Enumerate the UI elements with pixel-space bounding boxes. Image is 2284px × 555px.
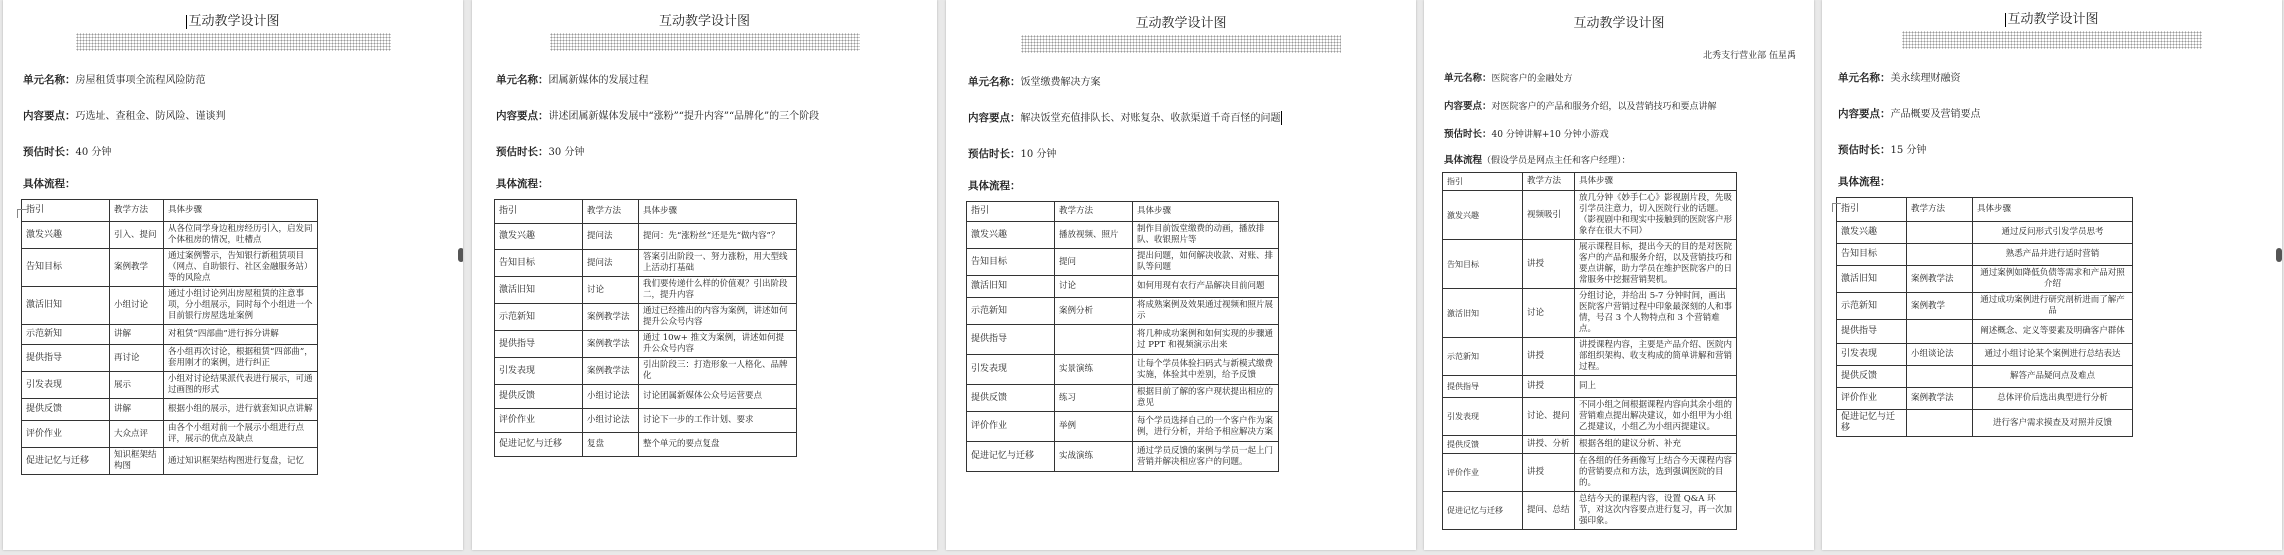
step-cell: 提供反馈 <box>495 385 583 409</box>
points-value: 解决饭堂充值排队长、对账复杂、收款渠道千奇百怪的问题 <box>1020 113 1281 124</box>
detail-cell: 通过 10w+ 推文为案例，讲述如何提升公众号内容 <box>639 331 797 358</box>
detail-cell: 阐述概念、定义等要素及明确客户群体 <box>1973 320 2133 344</box>
flow-table <box>1836 197 2133 437</box>
duration-label: 预估时长： <box>1838 144 1891 156</box>
method-cell <box>1907 222 1973 244</box>
page-title <box>1424 12 1814 31</box>
flow-label-text: 具体流程： <box>23 178 76 190</box>
duration-value: 30 分钟 <box>548 147 585 158</box>
points-row <box>496 107 937 123</box>
method-cell <box>1907 244 1973 266</box>
step-cell: 引发表现 <box>1837 344 1907 366</box>
unit-value: 房屋租赁事项全流程风险防范 <box>75 75 206 86</box>
table-header-cell: 具体步骤 <box>639 200 797 224</box>
method-cell: 引入、提问 <box>110 222 164 249</box>
method-cell: 小组谈论法 <box>1907 344 1973 366</box>
flow-note: （假设学员是网点主任和客户经理）： <box>1482 156 1631 166</box>
duration-row <box>1838 141 2282 157</box>
detail-cell: 通过成功案例进行研究剖析进而了解产品 <box>1973 293 2133 320</box>
step-cell: 激活旧知 <box>1443 289 1523 338</box>
detail-cell: 通过案例警示，告知银行新租赁项目（网点、自助银行、社区金融服务站）等的风险点 <box>164 249 318 287</box>
table-row <box>495 358 797 385</box>
flow-table <box>966 201 1279 472</box>
method-cell: 讲授、分析 <box>1523 436 1575 454</box>
method-cell: 提问、总结 <box>1523 492 1575 530</box>
author-line: 北秀支行营业部 伍星禹 <box>1703 51 1796 61</box>
flow-label-text: 具体流程： <box>496 178 549 190</box>
table-row <box>495 250 797 277</box>
method-cell: 知识框架结构图 <box>110 448 164 475</box>
table-row <box>1837 410 2133 437</box>
table-row <box>495 277 797 304</box>
table-row <box>1443 376 1737 398</box>
step-cell: 激发兴趣 <box>495 224 583 250</box>
points-label: 内容要点： <box>1838 108 1891 120</box>
detail-cell: 如何用现有农行产品解决目前问题 <box>1133 276 1279 298</box>
duration-label: 预估时长： <box>1444 129 1492 140</box>
unit-row <box>1838 69 2282 85</box>
duration-label: 预估时长： <box>23 146 76 158</box>
unit-value: 团属新媒体的发展过程 <box>548 75 649 86</box>
method-cell: 讨论 <box>1523 289 1575 338</box>
step-cell: 促进记忆与迁移 <box>495 433 583 457</box>
method-cell: 案例教学法 <box>583 358 639 385</box>
table-row <box>1443 492 1737 530</box>
step-cell: 示范新知 <box>967 298 1055 325</box>
step-cell: 告知目标 <box>1443 240 1523 289</box>
detail-cell: 提出问题，如何解决收款、对账、排队等问题 <box>1133 249 1279 276</box>
step-cell: 评价作业 <box>22 421 110 448</box>
table-row <box>495 433 797 457</box>
unit-value: 美永续理财融资 <box>1890 73 1961 84</box>
page-title <box>3 10 463 29</box>
detail-cell: 通过已经推出的内容为案例，讲述如何提升公众号内容 <box>639 304 797 331</box>
redacted-scribble <box>76 33 391 51</box>
step-cell: 引发表现 <box>495 358 583 385</box>
detail-cell: 根据目前了解的客户现状提出相应的意见 <box>1133 385 1279 412</box>
duration-row <box>23 143 463 159</box>
method-cell: 练习 <box>1055 385 1133 412</box>
duration-label: 预估时长： <box>968 148 1021 160</box>
step-cell: 告知目标 <box>22 249 110 287</box>
step-cell: 促进记忆与迁移 <box>1837 410 1907 437</box>
method-cell: 讨论 <box>1055 276 1133 298</box>
step-cell: 提供指导 <box>967 325 1055 355</box>
page-title <box>1822 8 2282 27</box>
step-cell: 促进记忆与迁移 <box>22 448 110 475</box>
flow-label <box>1444 152 1814 166</box>
detail-cell: 整个单元的要点复盘 <box>639 433 797 457</box>
detail-cell: 将几种成功案例和如何实现的步骤通过 PPT 和视频演示出来 <box>1133 325 1279 355</box>
table-header-cell: 指引 <box>1443 173 1523 191</box>
table-header-cell: 指引 <box>967 202 1055 222</box>
method-cell: 实战演练 <box>1055 442 1133 472</box>
meta-block <box>1444 70 1814 140</box>
table-row <box>1443 398 1737 436</box>
table-row <box>495 409 797 433</box>
detail-cell: 由各个小组对前一个展示小组进行点评，展示的优点及缺点 <box>164 421 318 448</box>
table-row <box>1837 388 2133 410</box>
points-value: 讲述团属新媒体发展中“涨粉”“提升内容”“品牌化”的三个阶段 <box>548 111 820 122</box>
meta-block <box>968 73 1416 161</box>
method-cell: 讲解 <box>110 399 164 421</box>
table-row <box>1443 436 1737 454</box>
corner-mark <box>17 209 26 218</box>
unit-value: 医院客户的金融处方 <box>1491 74 1573 84</box>
table-header-cell: 具体步骤 <box>1575 173 1737 191</box>
detail-cell: 根据小组的展示，进行就套知识点讲解 <box>164 399 318 421</box>
step-cell: 示范新知 <box>1837 293 1907 320</box>
step-cell: 激活旧知 <box>967 276 1055 298</box>
page-title-text: 互动教学设计图 <box>2007 12 2099 27</box>
table-row <box>22 325 318 345</box>
table-row <box>495 224 797 250</box>
detail-cell: 小组对讨论结果派代表进行展示，可通过画图的形式 <box>164 372 318 399</box>
document-page-5 <box>1822 0 2282 550</box>
step-cell: 激发兴趣 <box>1443 191 1523 240</box>
step-cell: 引发表现 <box>22 372 110 399</box>
detail-cell: 讨论团属新媒体公众号运营要点 <box>639 385 797 409</box>
table-row <box>22 345 318 372</box>
table-row <box>22 372 318 399</box>
corner-mark <box>1832 203 1841 212</box>
duration-value: 15 分钟 <box>1890 145 1927 156</box>
detail-cell: 熟悉产品并进行适时营销 <box>1973 244 2133 266</box>
points-label: 内容要点： <box>23 110 76 122</box>
unit-label: 单元名称： <box>968 76 1021 88</box>
points-value: 对医院客户的产品和服务介绍，以及营销技巧和要点讲解 <box>1491 102 1717 112</box>
detail-cell: 制作目前饭堂缴费的动画，播放排队、收银照片等 <box>1133 222 1279 249</box>
method-cell: 视频吸引 <box>1523 191 1575 240</box>
table-row <box>1837 293 2133 320</box>
table-row <box>967 442 1279 472</box>
method-cell: 提问 <box>1055 249 1133 276</box>
meta-block <box>496 71 937 159</box>
meta-block <box>1838 69 2282 157</box>
method-cell: 案例教学法 <box>1907 388 1973 410</box>
step-cell: 激活旧知 <box>22 287 110 325</box>
table-header-cell: 教学方法 <box>583 200 639 224</box>
page-title <box>946 12 1416 31</box>
method-cell: 讲授 <box>1523 338 1575 376</box>
detail-cell: 对租赁“四部曲”进行拆分讲解 <box>164 325 318 345</box>
page-title-text: 互动教学设计图 <box>188 14 280 29</box>
method-cell: 案例教学法 <box>583 304 639 331</box>
detail-cell: 不同小组之间根据课程内容向其余小组的营销难点提出解决建议，如小组甲为小组乙提建议，小组乙为小组丙提建议。 <box>1575 398 1737 436</box>
detail-cell: 通过反问形式引发学员思考 <box>1973 222 2133 244</box>
table-header-row <box>22 200 318 222</box>
table-row <box>1443 191 1737 240</box>
detail-cell: 通过小组讨论某个案例进行总结表达 <box>1973 344 2133 366</box>
table-row <box>1443 454 1737 492</box>
unit-row <box>23 71 463 87</box>
duration-value: 40 分钟讲解+10 分钟小游戏 <box>1491 130 1609 140</box>
table-row <box>967 249 1279 276</box>
table-row <box>22 399 318 421</box>
method-cell: 讲授 <box>1523 376 1575 398</box>
detail-cell: 提问：先“涨粉丝”还是先“做内容”？ <box>639 224 797 250</box>
table-header-cell: 具体步骤 <box>164 200 318 222</box>
table-row <box>1837 244 2133 266</box>
page-resize-handle[interactable] <box>2276 248 2282 262</box>
step-cell: 促进记忆与迁移 <box>967 442 1055 472</box>
detail-cell: 通过案例如降低负债等需求和产品对照介绍 <box>1973 266 2133 293</box>
page-title-text: 互动教学设计图 <box>1135 16 1227 31</box>
step-cell: 激发兴趣 <box>22 222 110 249</box>
table-row <box>967 385 1279 412</box>
points-label: 内容要点： <box>968 112 1021 124</box>
step-cell: 示范新知 <box>1443 338 1523 376</box>
table-row <box>22 421 318 448</box>
step-cell: 引发表现 <box>1443 398 1523 436</box>
page-title <box>472 10 937 29</box>
detail-cell: 答案引出阶段一、努力涨粉，用大型线上活动打基础 <box>639 250 797 277</box>
method-cell: 举例 <box>1055 412 1133 442</box>
points-label: 内容要点： <box>496 110 549 122</box>
duration-row <box>968 145 1416 161</box>
method-cell: 小组讨论法 <box>583 409 639 433</box>
unit-row <box>496 71 937 87</box>
table-row <box>22 222 318 249</box>
flow-table <box>1442 172 1737 530</box>
table-row <box>967 298 1279 325</box>
table-header-cell: 具体步骤 <box>1973 198 2133 222</box>
table-header-cell: 指引 <box>1837 198 1907 222</box>
document-page-3 <box>946 0 1416 550</box>
method-cell <box>1907 320 1973 344</box>
method-cell: 讲授 <box>1523 240 1575 289</box>
text-cursor <box>1281 111 1282 125</box>
method-cell: 播放视频、照片 <box>1055 222 1133 249</box>
detail-cell: 将成熟案例及效果通过视频和照片展示 <box>1133 298 1279 325</box>
table-row <box>1837 344 2133 366</box>
method-cell <box>1907 366 1973 388</box>
step-cell: 告知目标 <box>1837 244 1907 266</box>
detail-cell: 总体评价后选出典型进行分析 <box>1973 388 2133 410</box>
detail-cell: 讨论下一步的工作计划、要求 <box>639 409 797 433</box>
table-header-cell: 具体步骤 <box>1133 202 1279 222</box>
table-row <box>22 249 318 287</box>
detail-cell: 进行客户需求摸查及对照并反馈 <box>1973 410 2133 437</box>
meta-block <box>23 71 463 159</box>
points-label: 内容要点： <box>1444 101 1492 112</box>
table-row <box>495 304 797 331</box>
method-cell: 案例教学 <box>110 249 164 287</box>
table-header-row <box>1443 173 1737 191</box>
method-cell: 小组讨论法 <box>583 385 639 409</box>
flow-table <box>21 199 318 475</box>
page-resize-handle[interactable] <box>458 248 463 262</box>
table-row <box>1837 222 2133 244</box>
table-row <box>967 355 1279 385</box>
points-row <box>1838 105 2282 121</box>
table-row <box>967 276 1279 298</box>
detail-cell: 通过小组讨论列出房屋租赁的注意事项，分小组展示，同时每个小组进一个目前银行房屋选址案例 <box>164 287 318 325</box>
step-cell: 提供指导 <box>1443 376 1523 398</box>
table-header-cell: 指引 <box>22 200 110 222</box>
method-cell: 讨论 <box>583 277 639 304</box>
detail-cell: 通过学员反馈的案例与学员一起上门营销并解决相应客户的问题。 <box>1133 442 1279 472</box>
step-cell: 示范新知 <box>22 325 110 345</box>
step-cell: 促进记忆与迁移 <box>1443 492 1523 530</box>
table-row <box>495 385 797 409</box>
unit-label: 单元名称： <box>1444 73 1492 84</box>
step-cell: 评价作业 <box>1443 454 1523 492</box>
document-page-4 <box>1424 0 1814 550</box>
table-header-row <box>967 202 1279 222</box>
step-cell: 激发兴趣 <box>967 222 1055 249</box>
redacted-scribble <box>550 33 860 51</box>
page-title-text: 互动教学设计图 <box>658 14 750 29</box>
step-cell: 提供指导 <box>495 331 583 358</box>
table-row <box>1443 338 1737 376</box>
step-cell: 激活旧知 <box>495 277 583 304</box>
redacted-scribble <box>1902 31 2202 49</box>
duration-row <box>1444 126 1814 140</box>
method-cell: 复盘 <box>583 433 639 457</box>
duration-label: 预估时长： <box>496 146 549 158</box>
flow-label-text: 具体流程： <box>1838 176 1891 188</box>
step-cell: 激活旧知 <box>1837 266 1907 293</box>
unit-label: 单元名称： <box>1838 72 1891 84</box>
table-row <box>1443 289 1737 338</box>
method-cell: 小组讨论 <box>110 287 164 325</box>
table-header-cell: 教学方法 <box>1523 173 1575 191</box>
duration-value: 40 分钟 <box>75 147 112 158</box>
unit-row <box>1444 70 1814 84</box>
method-cell: 展示 <box>110 372 164 399</box>
method-cell: 讲解 <box>110 325 164 345</box>
method-cell: 讨论、提问 <box>1523 398 1575 436</box>
unit-value: 饭堂缴费解决方案 <box>1020 77 1101 88</box>
table-row <box>967 325 1279 355</box>
detail-cell: 分组讨论，并给出 5-7 分钟时间，画出医院客户营销过程中印象最深刻的人和事情，号召 3 个人物特点和 3 个营销难点。 <box>1575 289 1737 338</box>
method-cell: 再讨论 <box>110 345 164 372</box>
detail-cell: 总结今天的课程内容，设置 Q&A 环节，对这次内容要点进行复习，再一次加强印象。 <box>1575 492 1737 530</box>
document-page-2 <box>472 0 937 550</box>
step-cell: 示范新知 <box>495 304 583 331</box>
duration-value: 10 分钟 <box>1020 149 1057 160</box>
detail-cell: 引出阶段三：打造形象一人格化、品牌化 <box>639 358 797 385</box>
detail-cell: 让每个学员体验扫码式与新模式缴费实施，体验其中差别，给予反馈 <box>1133 355 1279 385</box>
flow-label <box>968 178 1416 193</box>
table-row <box>967 222 1279 249</box>
method-cell: 案例教学法 <box>583 331 639 358</box>
step-cell: 引发表现 <box>967 355 1055 385</box>
table-header-cell: 教学方法 <box>110 200 164 222</box>
method-cell: 案例分析 <box>1055 298 1133 325</box>
method-cell: 讲授 <box>1523 454 1575 492</box>
detail-cell: 解答产品疑问点及难点 <box>1973 366 2133 388</box>
detail-cell: 在各组的任务画像写上结合今天课程内容的营销要点和方法，选到强调医院的目的。 <box>1575 454 1737 492</box>
table-row <box>495 331 797 358</box>
table-row <box>22 448 318 475</box>
method-cell <box>1907 410 1973 437</box>
step-cell: 提供指导 <box>22 345 110 372</box>
method-cell: 提问法 <box>583 224 639 250</box>
step-cell: 评价作业 <box>967 412 1055 442</box>
table-row <box>967 412 1279 442</box>
detail-cell: 放几分钟《妙手仁心》影视剧片段，先吸引学员注意力，切入医院行业的话题。（影视剧中和现实中接触到的医院客户形象存在很大不同） <box>1575 191 1737 240</box>
step-cell: 提供指导 <box>1837 320 1907 344</box>
flow-label <box>23 176 463 191</box>
method-cell: 案例教学法 <box>1907 266 1973 293</box>
detail-cell: 通过知识框架结构图进行复盘，记忆 <box>164 448 318 475</box>
unit-row <box>968 73 1416 89</box>
detail-cell: 每个学员选择自己的一个客户作为案例，进行分析，并给予相应解决方案 <box>1133 412 1279 442</box>
points-row <box>1444 98 1814 112</box>
table-header-cell: 教学方法 <box>1907 198 1973 222</box>
method-cell: 大众点评 <box>110 421 164 448</box>
detail-cell: 根据各组的建议分析、补充 <box>1575 436 1737 454</box>
flow-label <box>1838 174 2282 189</box>
step-cell: 告知目标 <box>967 249 1055 276</box>
detail-cell: 各小组再次讨论，根据租赁“四部曲”，套用刚才的案例，进行纠正 <box>164 345 318 372</box>
step-cell: 评价作业 <box>1837 388 1907 410</box>
method-cell: 案例教学 <box>1907 293 1973 320</box>
flow-label-text: 具体流程 <box>1444 155 1483 166</box>
step-cell: 激发兴趣 <box>1837 222 1907 244</box>
table-row <box>1837 366 2133 388</box>
step-cell: 提供反馈 <box>967 385 1055 412</box>
table-row <box>1837 266 2133 293</box>
detail-cell: 展示课程目标，提出今天的目的是对医院客户的产品和服务介绍，以及营销技巧和要点讲解，助力学员在维护医院客户的日常服务中挖掘营销契机。 <box>1575 240 1737 289</box>
points-row <box>968 109 1416 125</box>
step-cell: 提供反馈 <box>1443 436 1523 454</box>
method-cell <box>1055 325 1133 355</box>
points-value: 巧选址、查租金、防风险、谨谈判 <box>75 111 226 122</box>
step-cell: 提供反馈 <box>1837 366 1907 388</box>
flow-label <box>496 176 937 191</box>
points-value: 产品概要及营销要点 <box>1890 109 1981 120</box>
table-header-row <box>495 200 797 224</box>
detail-cell: 同上 <box>1575 376 1737 398</box>
duration-row <box>496 143 937 159</box>
detail-cell: 从各位同学身边租房经历引入，启发同个体租房的情况，吐槽点 <box>164 222 318 249</box>
detail-cell: 讲授课程内容，主要是产品介绍、医院内部组织架构、收支构成的简单讲解和营销过程。 <box>1575 338 1737 376</box>
method-cell: 提问法 <box>583 250 639 277</box>
table-row <box>1443 240 1737 289</box>
detail-cell: 我们要传递什么样的价值观？引出阶段二，提升内容 <box>639 277 797 304</box>
table-header-cell: 教学方法 <box>1055 202 1133 222</box>
step-cell: 评价作业 <box>495 409 583 433</box>
unit-label: 单元名称： <box>496 74 549 86</box>
page-title-text: 互动教学设计图 <box>1573 16 1665 31</box>
table-row <box>22 287 318 325</box>
document-page-1 <box>3 0 463 550</box>
flow-table <box>494 199 797 457</box>
table-header-row <box>1837 198 2133 222</box>
points-row <box>23 107 463 123</box>
step-cell: 告知目标 <box>495 250 583 277</box>
flow-label-text: 具体流程： <box>968 180 1021 192</box>
table-row <box>1837 320 2133 344</box>
step-cell: 提供反馈 <box>22 399 110 421</box>
method-cell: 实景演练 <box>1055 355 1133 385</box>
table-header-cell: 指引 <box>495 200 583 224</box>
unit-label: 单元名称： <box>23 74 76 86</box>
redacted-scribble <box>1021 35 1341 53</box>
